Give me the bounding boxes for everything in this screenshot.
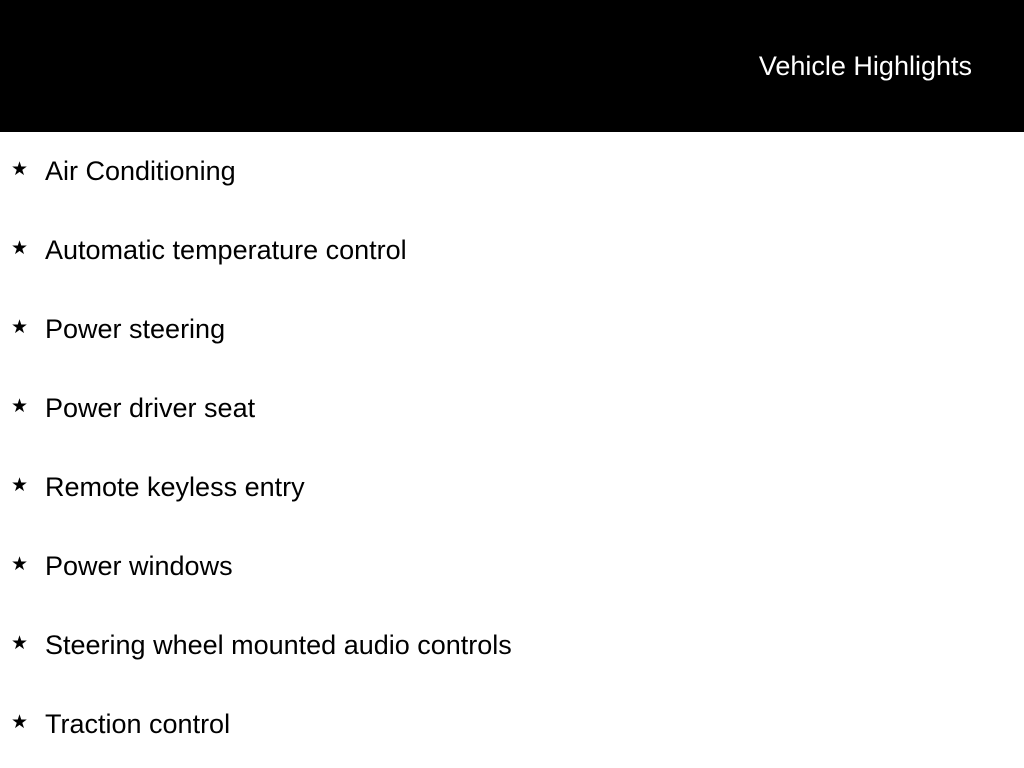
star-icon: ★ [11, 237, 29, 259]
feature-label: Power driver seat [45, 393, 256, 423]
star-icon: ★ [11, 316, 29, 338]
feature-label: Air Conditioning [45, 156, 236, 186]
list-item [0, 132, 1024, 211]
star-icon: ★ [11, 395, 29, 417]
feature-label: Automatic temperature control [45, 235, 407, 265]
feature-label: Power steering [45, 314, 226, 344]
list-item [0, 290, 1024, 369]
feature-label: Remote keyless entry [45, 472, 305, 502]
list-item [0, 448, 1024, 527]
header-bar [0, 0, 1024, 132]
feature-label: Steering wheel mounted audio controls [45, 630, 512, 660]
list-item [0, 606, 1024, 685]
feature-label: Power windows [45, 551, 233, 581]
star-icon: ★ [11, 158, 29, 180]
star-icon: ★ [11, 632, 29, 654]
list-item [0, 527, 1024, 606]
page-title: Vehicle Highlights [758, 51, 972, 81]
star-icon: ★ [11, 711, 29, 733]
feature-list [0, 132, 1024, 764]
list-item [0, 211, 1024, 290]
star-icon: ★ [11, 474, 29, 496]
list-item [0, 369, 1024, 448]
star-icon: ★ [11, 553, 29, 575]
feature-label: Traction control [45, 709, 231, 739]
list-item [0, 685, 1024, 764]
